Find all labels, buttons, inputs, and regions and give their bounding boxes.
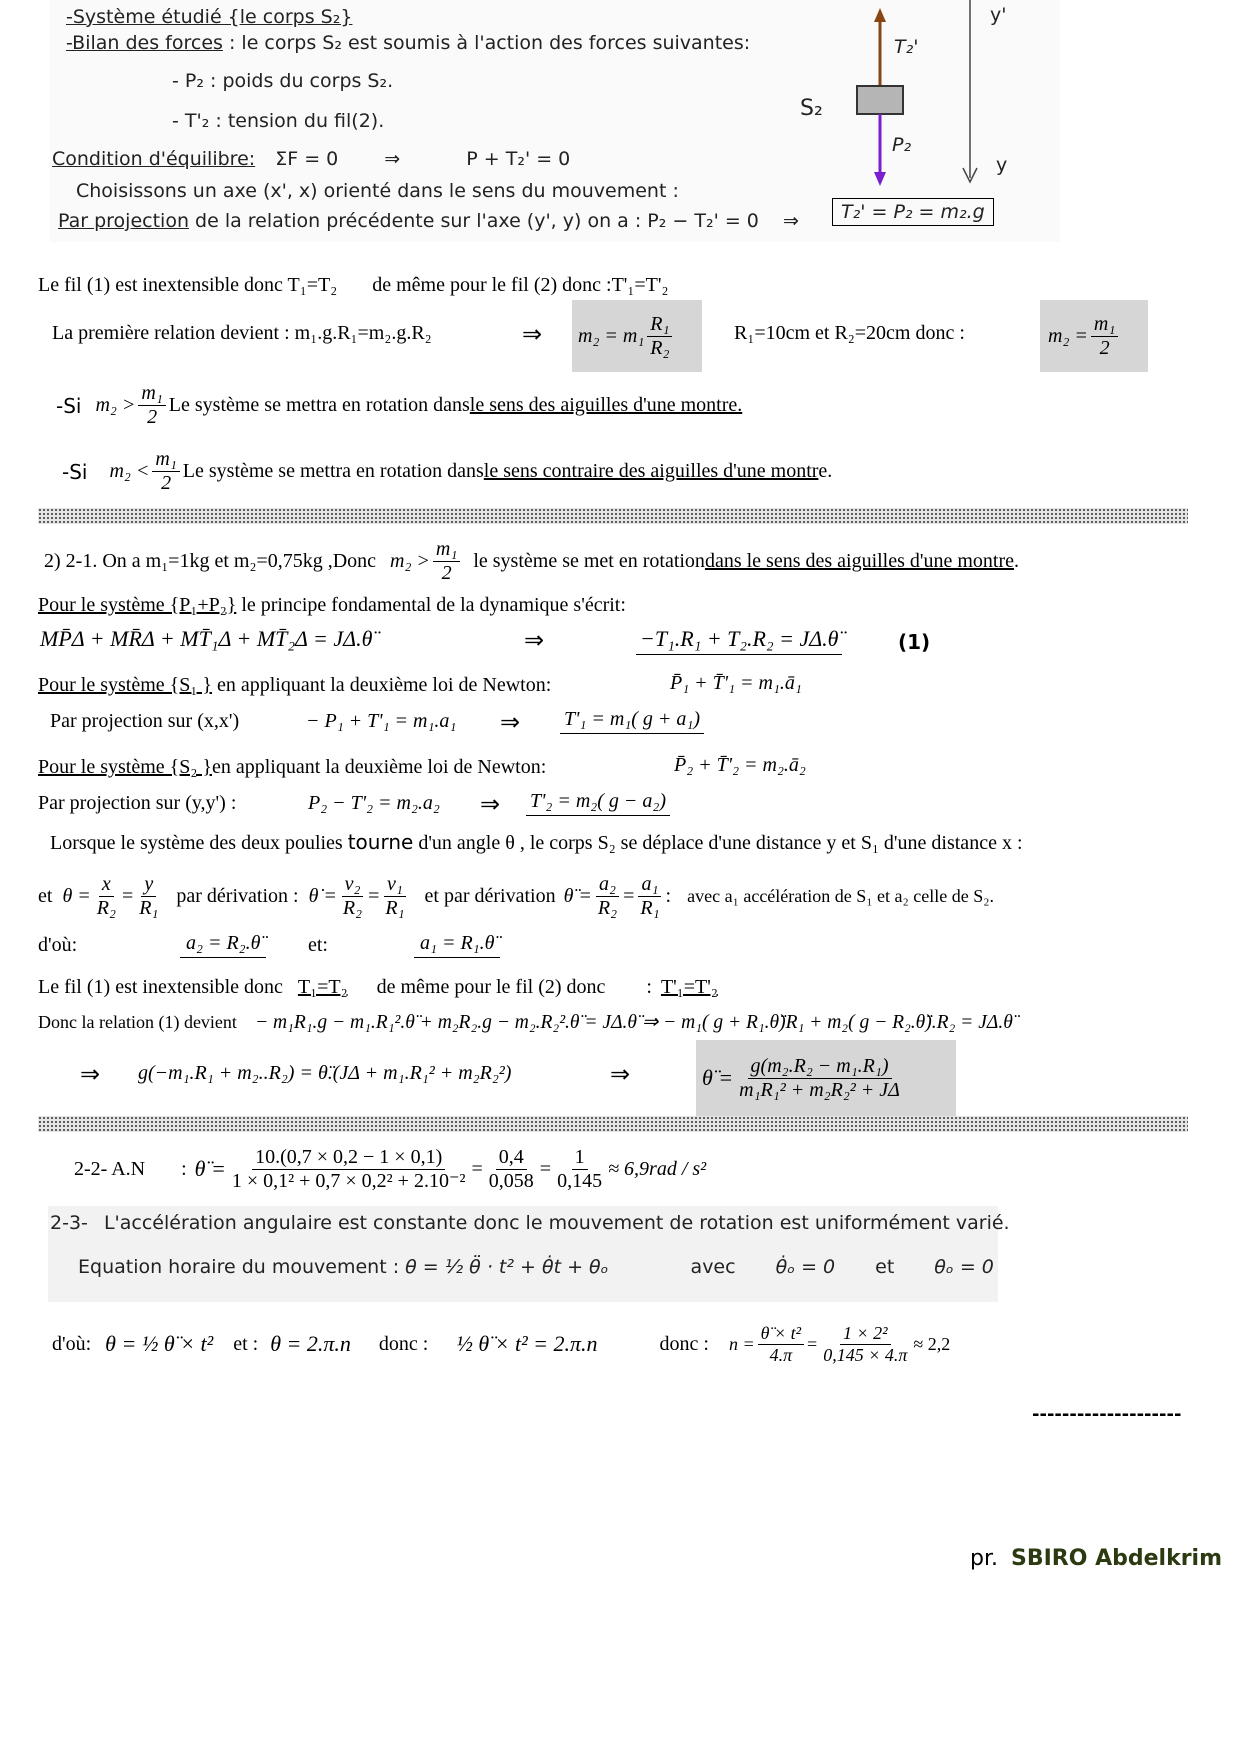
frac-a1-r1: [637, 873, 662, 920]
sys-text: le principe fondamental de la dynamique s'écrit:: [236, 594, 626, 616]
rotation-c: d'un angle θ , le corps S₂ se déplace d'une distance y et S₁ d'une distance x :: [413, 832, 1023, 854]
final-frac: [736, 1055, 903, 1102]
m2-half-box: [1040, 300, 1148, 372]
final-n-num2: 1 × 2²: [840, 1323, 891, 1345]
horaire-cond1: θ̇ₒ = 0: [775, 1256, 836, 1278]
projection-text: de la relation précédente sur l'axe (y', y) on a : P₂ − T₂' = 0: [189, 210, 759, 232]
pfd-left: MP̄Δ + MR̄Δ + MT̄₁Δ + MT̄₂Δ = JΔ.θ̈: [40, 626, 373, 651]
implies-3: ⇒: [500, 710, 521, 736]
projection-label: Par projection: [58, 210, 189, 232]
horaire-label: Equation horaire du mouvement :: [78, 1256, 400, 1278]
horaire-eq: θ = ½ θ̈ · t² + θ̇t + θₒ: [405, 1256, 609, 1278]
part2-intro-frac: [433, 538, 460, 585]
deriv-avec: avec a₁ accélération de S₁ et a₂ celle de S₂.: [687, 885, 995, 906]
an-num1: 10.(0,7 × 0,2 − 1 × 0,1): [252, 1146, 445, 1170]
m2-half-lhs: m₂ =: [1048, 324, 1088, 347]
fil-line-1: [38, 274, 668, 297]
bilan-text: : le corps S₂ est soumis à l'action des forces suivantes:: [222, 32, 751, 54]
si-gt-frac: [138, 382, 165, 429]
frac-v2-den: R₂: [342, 896, 363, 919]
s1-proj-eq: − P₁ + T'₁ = m₁.a₁: [306, 710, 457, 732]
si-lt-frac: [152, 448, 179, 495]
implies-2: ⇒: [524, 628, 545, 654]
rotation-b: tourne: [347, 830, 414, 854]
si-gt-two: 2: [147, 406, 158, 428]
an-den1: 1 × 0,1² + 0,7 × 0,2² + 2.10⁻²: [231, 1169, 466, 1192]
implies-4: ⇒: [480, 792, 501, 818]
s1-text: en appliquant la deuxième loi de Newton:: [211, 674, 552, 696]
part2-m1: m₁: [433, 538, 460, 562]
s2-label: Pour le système {S₂ }: [38, 756, 212, 778]
s2-proj-eq: P₂ − T'₂ = m₂.a₂: [308, 792, 440, 814]
g-equation: g(−m₁.R₁ + m₂..R₂) = θ̈.(JΔ + m₁.R₁² + m₂R₂²): [138, 1062, 512, 1084]
implies-5: ⇒: [80, 1062, 101, 1088]
force1-line: - P₂ : poids du corps S₂.: [172, 70, 394, 92]
part23-text: L'accélération angulaire est constante donc le mouvement de rotation est uniformément varié.: [103, 1212, 1010, 1234]
final-n-num1: θ̈ × t²: [758, 1323, 804, 1345]
s1-eq: P̄₁ + T̄'₁ = m₁.ā₁: [670, 672, 802, 694]
author-name: SBIRO Abdelkrim: [1010, 1546, 1223, 1571]
condition-eq2: P + T₂' = 0: [466, 148, 571, 170]
final-n-frac2: [820, 1323, 910, 1365]
fig-label-p2: P₂: [892, 134, 912, 156]
part23-label: 2-3-: [50, 1212, 88, 1234]
part23-line: [50, 1212, 1010, 1234]
m2-formula-box: [572, 300, 702, 372]
frac-v2: v₂: [342, 873, 364, 897]
an-frac-1: [229, 1146, 469, 1193]
s1-result: T'₁ = m₁( g + a₁): [560, 708, 704, 734]
part2-intro-text: 2) 2-1. On a m₁=1kg et m₂=0,75kg ,Donc: [44, 550, 377, 572]
deriv-theta-ddot: θ̈ =: [563, 884, 592, 907]
final-n-result: ≈ 2,2: [913, 1333, 951, 1354]
final-et: et :: [233, 1332, 259, 1355]
si-gt-text: Le système se mettra en rotation dans: [168, 394, 470, 416]
a2-equation: a₂ = R₂.θ̈: [180, 932, 266, 958]
frac-y: y: [141, 873, 156, 897]
final-line: d'où: θ = ½ θ̈ × t² et : θ = 2.π.n donc : ½ θ̈ × t² = 2.π.n donc : n = $\frac{\text{θ̈ × t²}}{4.\pi}$ = $\frac{\text{1 × 2²}}{0,145 \times 4.\pi}$ ≈ 2,2: [52, 1322, 951, 1365]
dotted-separator-1: [38, 508, 1188, 524]
frac-v1: v₁: [384, 873, 406, 897]
an-line: [74, 1134, 706, 1204]
horaire-et: et: [875, 1256, 895, 1278]
systeme-text: -Système étudié {le corps S₂}: [66, 6, 353, 28]
deriv-text-2: et par dérivation: [424, 884, 556, 907]
et-label: et:: [308, 934, 328, 956]
an-num3: 1: [572, 1146, 588, 1170]
projection-line: Par projection de la relation précédente sur l'axe (y', y) on a : P₂ − T₂' = 0 ⇒: [58, 210, 799, 232]
condition-label: Condition d'équilibre:: [52, 148, 256, 170]
condition-eq1: ΣF = 0: [275, 148, 339, 170]
final-formula-box: [696, 1040, 956, 1116]
part2-intro-b: le système se met en rotation: [473, 550, 705, 572]
systeme-line: [66, 6, 352, 28]
end-dashes: --------------------: [1032, 1404, 1182, 1425]
fig-label-y: y: [996, 154, 1008, 176]
final-dou: d'où:: [52, 1332, 92, 1355]
rotation-a: Lorsque le système des deux poulies: [50, 832, 348, 854]
fil-text-b: de même pour le fil (2) donc :T'₁=T'₂: [372, 274, 669, 296]
m2-eq-lhs: m₂ = m₁: [578, 324, 645, 347]
frac-a2-den: R₂: [597, 896, 618, 919]
an-den3: 0,145: [557, 1169, 603, 1192]
frac-v2-r2: [340, 873, 365, 920]
an-num2: 0,4: [496, 1146, 527, 1170]
fil-text-a: Le fil (1) est inextensible donc T₁=T₂: [38, 274, 338, 296]
force2-line: - T'₂ : tension du fil(2).: [172, 110, 385, 132]
fil2-u2: T'₁=T'₂: [660, 976, 718, 998]
bilan-line: [66, 32, 750, 54]
deriv-text-1: par dérivation :: [176, 884, 299, 907]
si-lt-label: -Si: [62, 459, 88, 484]
derivation-line: et θ = $\frac{x}{\text{R₂}}$ = $\frac{y}{\text{R₁}}$ par dérivation : θ̇ = $\frac{\text{v₂}}{\text{R₂}}$ = $\frac{\text{v₁}}{\text{R₁}}$ et par dérivation θ̈ = $\frac{\text{a₂}}{\text{R₂}}$ = $\frac{\text{a₁}}{\text{R₁}}$ : avec a₁ accélération de S₁ et a₂ celle de S₂.: [38, 872, 995, 919]
fil-line-2: [38, 976, 718, 999]
s1-proj: Par projection sur (x,x'): [50, 710, 240, 732]
frac-x-r2: [94, 873, 119, 920]
si-gt-ineq: m₂ >: [95, 394, 136, 416]
final-eq1: θ = ½ θ̈ × t²: [105, 1331, 214, 1356]
an-result: ≈ 6,9rad / s²: [608, 1157, 707, 1180]
final-den: m₁R₁² + m₂R₂² + JΔ: [739, 1078, 900, 1101]
si-gt-line: [56, 382, 742, 429]
final-num: g(m₂.R₂ − m₁.R₁): [748, 1055, 892, 1079]
author-line: [970, 1546, 1222, 1571]
si-lt-two: 2: [161, 472, 172, 494]
donc-relation-line: [38, 1010, 1013, 1034]
result-box: T₂' = P₂ = m₂.g: [832, 198, 994, 226]
s1-label: Pour le système {S₁ }: [38, 674, 212, 696]
frac-a1-den: R₁: [640, 896, 660, 919]
pfd-right: −T₁.R₁ + T₂.R₂ = JΔ.θ̈: [636, 626, 842, 655]
m1-over-2: [1091, 313, 1118, 360]
an-frac-3: [554, 1146, 605, 1193]
si-lt-underlined: le sens contraire des aiguilles d'une montr: [483, 460, 819, 482]
pulley-figure: [790, 0, 1030, 195]
final-lhs: θ̈ =: [702, 1065, 734, 1090]
frac-r1: R₁: [647, 313, 672, 337]
frac-a2-r2: [595, 873, 620, 920]
frac-r2: R₂: [650, 336, 670, 359]
author-prefix: pr.: [970, 1546, 998, 1571]
s2-result: T'₂ = m₂( g − a₂): [526, 790, 670, 816]
frac-two: 2: [1099, 336, 1110, 359]
deriv-et: et: [38, 884, 53, 907]
body-s2: [857, 86, 903, 114]
an-lhs: θ̈ =: [194, 1156, 226, 1181]
donc-relation-label: Donc la relation (1) devient: [38, 1011, 237, 1032]
si-lt-end: e.: [818, 460, 833, 482]
fil2-b: de même pour le fil (2) donc: [376, 976, 606, 998]
si-lt-m1: m₁: [152, 448, 179, 472]
fil2-a: Le fil (1) est inextensible donc: [38, 976, 288, 998]
frac-a2: a₂: [596, 873, 619, 897]
part2-intro-underlined: dans le sens des aiguilles d'une montre: [704, 550, 1015, 572]
an-label: 2-2- A.N: [74, 1157, 146, 1180]
horaire-line: [78, 1256, 994, 1278]
si-lt-text: Le système se mettra en rotation dans: [182, 460, 484, 482]
r1-over-r2: [647, 313, 672, 360]
s2-proj: Par projection sur (y,y') :: [38, 792, 237, 814]
implies-1: ⇒: [522, 322, 543, 348]
fil2-c: :: [646, 976, 652, 998]
dotted-separator-2: [38, 1116, 1188, 1132]
horaire-cond2: θₒ = 0: [934, 1256, 994, 1278]
axe-line: Choisissons un axe (x', x) orienté dans le sens du mouvement :: [76, 180, 679, 202]
tension-arrowhead: [874, 8, 886, 22]
final-donc2: donc :: [659, 1332, 709, 1355]
relation-line: La première relation devient : m₁.g.R₁=m₂.g.R₂: [52, 322, 432, 344]
weight-arrowhead: [874, 172, 886, 186]
frac-a1: a₁: [638, 873, 661, 897]
horaire-avec: avec: [690, 1256, 736, 1278]
pfd-number: (1): [898, 630, 931, 654]
implies-6: ⇒: [610, 1062, 631, 1088]
condition-line: Condition d'équilibre: ΣF = 0 ⇒ P + T₂' = 0: [52, 148, 571, 170]
fig-label-t2: T₂': [894, 36, 919, 58]
final-n-den2: 0,145 × 4.π: [823, 1344, 908, 1365]
final-n-den1: 4.π: [769, 1344, 793, 1365]
s2-text: en appliquant la deuxième loi de Newton:: [211, 756, 547, 778]
frac-m1: m₁: [1091, 313, 1118, 337]
an-colon: :: [181, 1157, 187, 1180]
values-line: R₁=10cm et R₂=20cm donc :: [734, 322, 965, 344]
an-frac-2: [486, 1146, 537, 1193]
a1-equation: a₁ = R₁.θ̈: [414, 932, 500, 958]
frac-v1-den: R₁: [385, 896, 405, 919]
final-n-lhs: n =: [728, 1333, 755, 1354]
final-n-frac1: [758, 1323, 804, 1365]
part2-intro: [44, 538, 1019, 585]
an-eq-2: =: [539, 1157, 552, 1180]
bilan-label: -Bilan des forces: [66, 32, 223, 54]
part2-intro-ineq: m₂ >: [390, 550, 430, 572]
frac-y-r1-den: R₁: [139, 896, 159, 919]
frac-y-r1: [136, 873, 161, 920]
frac-v1-r1: [382, 873, 407, 920]
final-donc: donc :: [378, 1332, 429, 1355]
long-equation: − m₁R₁.g − m₁.R₁².θ̈ + m₂R₂.g − m₂.R₂².θ̈ = JΔ.θ̈ ⇒ − m₁( g + R₁.θ̈)R₁ + m₂( g − R₂.θ̈).R₂ = JΔ.θ̈: [254, 1012, 1013, 1033]
deriv-theta: θ =: [62, 884, 91, 907]
rotation-line: [50, 830, 1023, 855]
final-eq2: θ = 2.π.n: [270, 1331, 351, 1356]
final-eq3: ½ θ̈ × t² = 2.π.n: [456, 1331, 598, 1356]
sys-line: [38, 594, 626, 617]
si-gt-label: -Si: [56, 393, 82, 418]
s2-eq: P̄₂ + T̄'₂ = m₂.ā₂: [674, 754, 806, 776]
fig-label-yprime: y': [990, 4, 1007, 26]
dou-label: d'où:: [38, 934, 78, 956]
deriv-theta-dot: θ̇ =: [308, 884, 337, 907]
sys-label: Pour le système {P₁+P₂}: [38, 594, 237, 616]
si-gt-underlined: le sens des aiguilles d'une montre.: [469, 394, 743, 416]
part2-two: 2: [441, 562, 452, 584]
deriv-colon: :: [665, 884, 672, 907]
an-den2: 0,058: [488, 1169, 534, 1192]
s1-line: [38, 674, 551, 697]
frac-x-r2-den: R₂: [96, 896, 116, 919]
dou-line: [38, 934, 77, 957]
si-lt-line: [62, 448, 832, 495]
fil2-u1: T₁=T₂: [297, 976, 348, 998]
s2-line: [38, 756, 546, 779]
si-lt-ineq: m₂ <: [109, 460, 150, 482]
part2-intro-end: .: [1014, 550, 1020, 572]
an-eq-1: =: [471, 1157, 483, 1180]
si-gt-m1: m₁: [138, 382, 165, 406]
fig-label-s2: S₂: [800, 96, 823, 121]
frac-x: x: [99, 873, 114, 897]
